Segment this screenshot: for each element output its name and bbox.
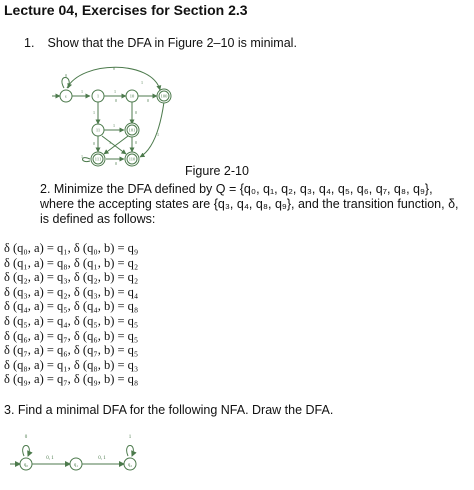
- self-loop-q0: [23, 446, 30, 457]
- transition-row: δ (q₃, a) = q₂, δ (q₃, b) = q₄: [4, 284, 139, 299]
- edge-label: 1: [157, 132, 159, 137]
- edge-label: 1: [113, 123, 115, 128]
- state-label: 100: [160, 93, 168, 99]
- state-label: 111: [94, 156, 102, 162]
- figure-2-10-dfa-diagram: [52, 60, 188, 168]
- transition-row: δ (q₄, a) = q₅, δ (q₄, b) = q₈: [4, 299, 139, 314]
- transition-row: δ (q₅, a) = q₄, δ (q₅, b) = q₅: [4, 313, 139, 328]
- transition-row: δ (q₈, a) = q₁, δ (q₈, b) = q₃: [4, 357, 139, 372]
- state-label: ε: [65, 93, 67, 99]
- edge: [140, 102, 164, 157]
- edge-label: 0: [135, 110, 137, 115]
- question-2-line-1: 2. Minimize the DFA defined by Q = {q₀, q₁, q₂, q₃, q₄, q₅, q₆, q₇, q₈, q₉},: [40, 182, 433, 196]
- edge-label: 1: [81, 154, 83, 159]
- state-label: 11: [95, 127, 101, 133]
- question-1-number: 1.: [24, 36, 35, 50]
- question-1-text: Show that the DFA in Figure 2–10 is minimal.: [47, 36, 297, 50]
- question-1: [24, 36, 297, 50]
- edge-label: 1: [141, 80, 143, 85]
- figure-caption: Figure 2-10: [185, 164, 249, 178]
- transition-row: δ (q₇, a) = q₆, δ (q₇, b) = q₅: [4, 343, 139, 358]
- edge: [104, 136, 128, 154]
- edge: [102, 136, 126, 154]
- lecture-title: Lecture 04, Exercises for Section 2.3: [4, 2, 248, 18]
- question-2-line-2: where the accepting states are {q₃, q₄, q₈, q₉}, and the transition function, δ,: [40, 197, 459, 211]
- nfa-edge-label: 0, 1: [46, 456, 54, 461]
- edge-label: 1: [81, 89, 83, 94]
- question-2-line-3: is defined as follows:: [40, 212, 156, 226]
- edge-label: 0: [65, 73, 67, 78]
- question-2: [40, 182, 460, 227]
- edge-label: 0: [147, 98, 149, 103]
- self-loop: [62, 78, 69, 89]
- nfa-state-label: q₀: [23, 463, 29, 468]
- state-label: 1: [96, 93, 100, 99]
- nfa-edge-label: 0, 1: [98, 456, 106, 461]
- edge-label: 0: [115, 98, 117, 103]
- question-3: 3. Find a minimal DFA for the following NFA. Draw the DFA.: [4, 403, 334, 417]
- edge-label: 1: [109, 140, 111, 145]
- nfa-state-label: q₂: [127, 463, 133, 468]
- edge-label: 1: [93, 110, 95, 115]
- nfa-diagram: [4, 430, 144, 480]
- nfa-state-label: q₁: [73, 463, 79, 468]
- edge-label: 0: [135, 140, 137, 145]
- nfa-loop-label: 1: [128, 435, 132, 440]
- edge-label: 0: [113, 66, 115, 71]
- state-label: 10: [129, 93, 135, 99]
- edge-label: 0: [115, 161, 117, 166]
- transition-function-list: [4, 241, 138, 387]
- transition-row: δ (q₀, a) = q₁, δ (q₀, b) = q₉: [4, 241, 139, 255]
- state-label: 101: [128, 127, 136, 133]
- transition-row: δ (q₆, a) = q₇, δ (q₆, b) = q₅: [4, 328, 139, 343]
- state-label: 110: [128, 156, 136, 162]
- transition-row: δ (q₂, a) = q₃, δ (q₂, b) = q₂: [4, 270, 139, 285]
- transition-row: δ (q₁, a) = q₈, δ (q₁, b) = q₂: [4, 255, 139, 270]
- self-loop: [83, 158, 91, 162]
- transition-row: δ (q₉, a) = q₇, δ (q₉, b) = q₈: [4, 372, 139, 387]
- nfa-loop-label: 0: [24, 435, 28, 440]
- self-loop-q2: [127, 446, 134, 457]
- edge-label: 0: [93, 141, 95, 146]
- edge-label: 1: [114, 89, 116, 94]
